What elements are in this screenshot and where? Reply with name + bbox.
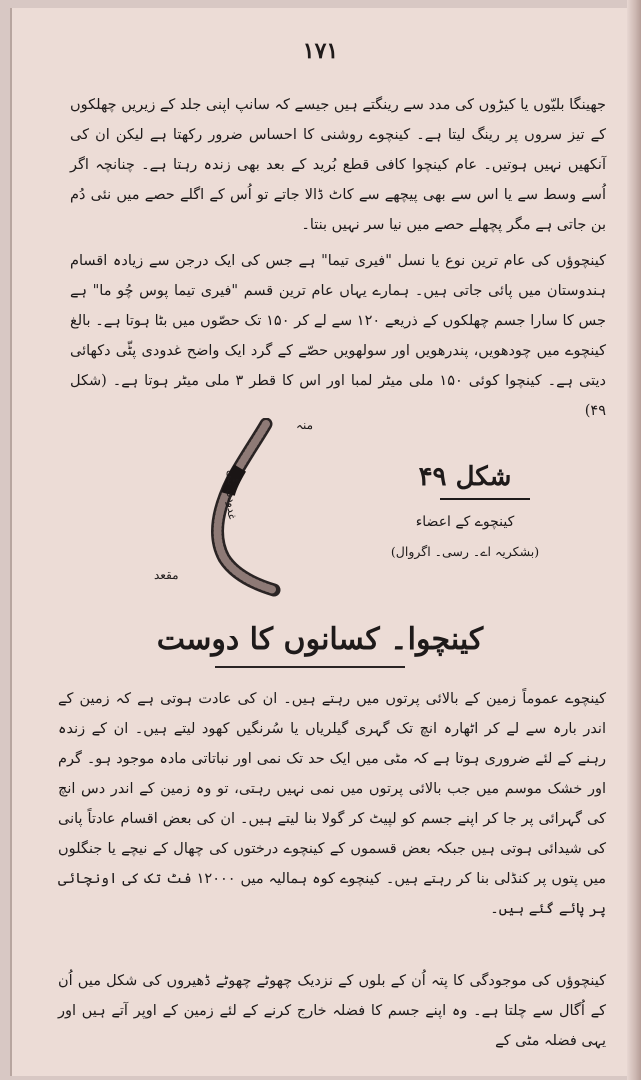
figure-label-anus: مقعد xyxy=(154,568,179,582)
figure-credit: (بشکریہ اے۔ رسی۔ اگروال) xyxy=(390,544,540,559)
paragraph-2-line: ۳ ملی میٹر ہوتا ہے۔ (شکل ۴۹) xyxy=(70,373,606,419)
figure-title-underline xyxy=(440,498,530,500)
paragraph-1: جھینگا بلیّوں یا کیڑوں کی مدد سے رینگتے ہیں جیسے کہ سانپ اپنی جلد کے زیریں چھلکوں کے تیز سروں پر رینگ لیتا ہے۔ کینچوے روشنی کا احساس ضرور رکھتا ہے لیکن ان کی آنکھیں نہیں ہوتیں۔ عام کینچوا کافی قطع بُرید کے بعد بھی زندہ رہتا ہے۔ چنانچہ اگر اُسے وسط سے یا اس سے بھی پیچھے سے کاٹ ڈالا جاتے تو اُس کے اگلے حصے میں نئی دُم بن جاتی ہے مگر پچھلے حصے میں نیا سر نہیں بنتا۔ xyxy=(70,97,606,233)
page-number: ۱۷۱ xyxy=(302,38,339,64)
paragraph-3: کینچوے عموماً زمین کے بالائی پرتوں میں رہتے ہیں۔ ان کی عادت ہوتی ہے کہ زمین کے اندر بارہ سے لے کر اٹھارہ انچ تک گہری گیلریاں یا سُرنگیں کھود لیتے ہیں۔ ان کے زندہ رہنے کے لئے ضروری ہوتا ہے کہ مٹی میں ایک حد تک نمی اور نباتاتی مادہ موجود ہو۔ گرم اور خشک موسم میں جب بالائی پرتوں میں نمی نہیں رہتی، تو وہ زمین کے اندر دس انچ کی گہرائی پر جا کر اپنے جسم کو لپیٹ کر گولا بنا لیتے ہیں۔ ان کی بعض اقسام عادتاً پانی کی شیدائی ہوتی ہیں جبکہ بعض قسموں کے کینچوے درختوں کی چھال کے نیچے یا جنگلوں میں پتوں پر کنڈلی بنا کر رہتے ہیں۔ کینچوے کوہ ہمالیہ میں ۱۲۰۰۰ فٹ تک کی اونچائی پر پائے گئے ہیں۔ xyxy=(58,691,606,917)
figure-title: شکل ۴۹ xyxy=(418,462,512,492)
paragraph-2-line: میں پائی جاتی ہیں۔ ہمارے یہاں عام ترین قسم "فیری تیما پوس چُو ما" ہے جس کا سارا جسم چھلکوں کے ذریعے xyxy=(70,283,606,329)
paragraph-2 xyxy=(70,246,606,426)
section-heading: کینچوا۔ کسانوں کا دوست xyxy=(156,622,484,657)
figure-label-glands: غدودی پٹّی xyxy=(225,470,238,520)
page-edge xyxy=(627,0,641,1080)
figure-caption: کینچوے کے اعضاء xyxy=(415,514,515,530)
paragraph-2-line: ۱۲۰ سے لے کر ۱۵۰ تک حصّوں میں بٹا ہوتا ہے۔ بالغ کینچوے میں چودھویں، پندرھویں اور سولھویں xyxy=(70,313,606,359)
paragraph-4 xyxy=(58,966,606,1056)
paragraph-2-line: حصّے کے گرد ایک واضح غدودی پٹّی دکھائی دیتی ہے۔ کینچوا کوئی ۱۵۰ ملی میٹر لمبا اور اس کا قطر xyxy=(70,343,606,389)
paragraph-4-line: کینچوؤں کی موجودگی کا پتہ اُن کے بلوں کے نزدیک چھوٹے چھوٹے ڈھیروں کی شکل میں اُن کے xyxy=(58,973,606,1019)
paragraph-2-line: کینچوؤں کی عام ترین نوع یا نسل "فیری تیما" ہے جس کی ایک درجن سے زیادہ اقسام ہندوستان xyxy=(70,253,606,299)
heading-underline xyxy=(215,666,405,668)
paragraph-4-line: اُگال سے چلتا ہے۔ وہ اپنے جسم کا فضلہ خارج کرنے کے لئے زمین کے اوپر آتے ہیں اور یہی فضلہ مٹی کے xyxy=(58,1003,606,1049)
figure-label-mouth: منہ xyxy=(296,418,314,432)
earthworm-illustration xyxy=(188,418,298,598)
